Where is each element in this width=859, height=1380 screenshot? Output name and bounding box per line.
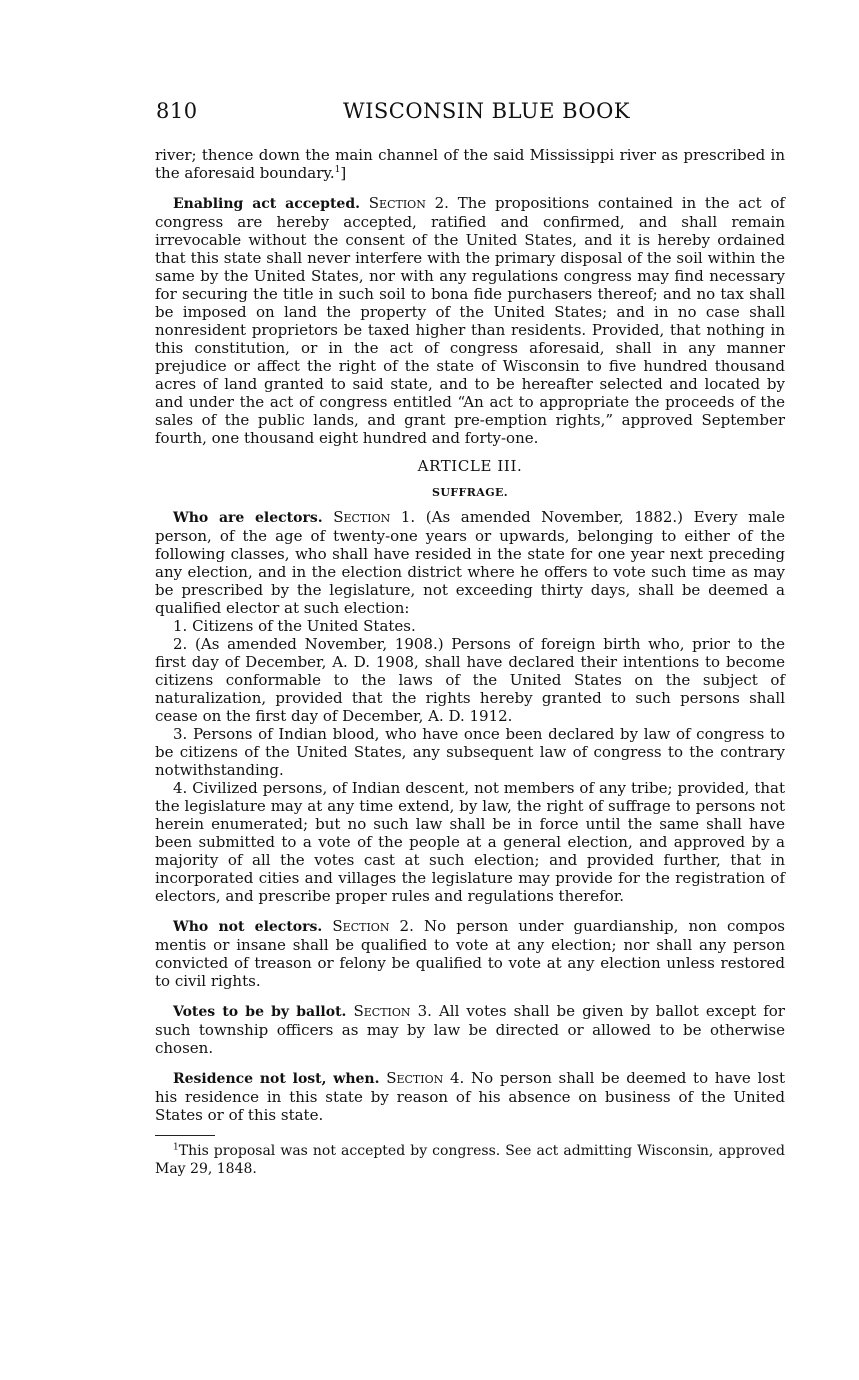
section-who-are-electors [155,508,785,617]
footnote-reference: 1 [334,165,341,175]
section-label: Section 2. [332,917,414,935]
elector-class-item: 3. Persons of Indian blood, who have once been declared by law of congress to be citizens of the United States, any subsequent law of congress to the contrary notwithstanding. [155,725,785,779]
elector-class-item: 1. Citizens of the United States. [173,617,416,635]
section-who-not-electors [155,917,785,990]
section-heading: Residence not lost, when. [173,1071,380,1087]
article-subtitle: SUFFRAGE. [431,486,509,499]
section-text: All votes shall be given by ballot except for such township officers as may by law be directed or allowed to be otherwise chosen. [155,1002,785,1057]
page-number: 810 [156,99,198,123]
section-heading: Who not electors. [173,919,323,935]
section-heading: Enabling act accepted. [173,196,360,212]
section-label: Section 4. [386,1069,465,1087]
section-text: The propositions contained in the act of congress are hereby accepted, ratified and confirmed, and shall remain irrevocable without the consent of the United States, and it is hereby ordained that this state shall never interfere with the primary disposal of the soil within the same by the United States, nor with any regulations congress may find necessary for securing the title in such soil to bona fide purchasers thereof; and no tax shall be imposed on land the property of the United States; and in no case shall nonresident proprietors be taxed higher than residents. Provided, that nothing in this constitution, or in the act of congress aforesaid, shall in any manner prejudice or affect the right of the state of Wisconsin to five hundred thousand acres of land granted to said state, and to be hereafter selected and located by and under the act of congress entitled “An act to appropriate the proceeds of the sales of the public lands, and grant pre-emption rights,” approved September fourth, one thousand eight hundred and forty-one. [155,194,785,447]
section-text: (As amended November, 1882.) Every male person, of the age of twenty-one years or upwards, belonging to either of the following classes, who shall have resided in the state for one year next preceding any election, and in the election district where he offers to vote such time as may be prescribed by the legislature, not exceeding thirty days, shall be deemed a qualified elector at such election: [155,508,786,617]
footnote-divider [155,1135,215,1136]
section-heading: Who are electors. [173,510,323,526]
section-residence-not-lost [155,1069,785,1124]
continuation-text: river; thence down the main channel of the said Mississippi river as prescribed in the aforesaid boundary. [155,146,785,182]
continuation-paragraph [155,146,785,182]
section-votes-by-ballot [155,1002,785,1057]
section-enabling-act [155,194,785,447]
section-label: Section 2. [368,194,449,212]
section-heading: Votes to be by ballot. [173,1004,347,1020]
section-label: Section 1. [333,508,416,526]
footnote [155,1142,785,1178]
section-text: No person shall be deemed to have lost his residence in this state by reason of his absence on business of the United States or of this state. [155,1069,785,1124]
elector-class-item: 2. (As amended November, 1908.) Persons of foreign birth who, prior to the first day of December, A. D. 1908, shall have declared their intentions to become citizens conformable to the laws of the United States on the subject of naturalization, provided that the rights hereby granted to such persons shall cease on the first day of December, A. D. 1912. [155,635,785,725]
footnote-text: This proposal was not accepted by congress. See act admitting Wisconsin, approved May 29, 1848. [155,1143,785,1177]
elector-class-item: 4. Civilized persons, of Indian descent, not members of any tribe; provided, that the legislature may at any time extend, by law, the right of suffrage to persons not herein enumerated; but no such law shall be in force until the same shall have been submitted to a vote of the people at a general election, and approved by a majority of all the votes cast at such election; and provided further, that in incorporated cities and villages the legislature may provide for the registration of electors, and prescribe proper rules and regulations therefor. [155,779,785,905]
section-text: No person under guardianship, non compos mentis or insane shall be qualified to vote at any election; nor shall any person convicted of treason or felony be qualified to vote at any election unless restored to civil rights. [155,917,785,990]
footnote-marker: 1 [173,1142,179,1153]
page-body [155,146,785,1178]
running-head: WISCONSIN BLUE BOOK [343,99,631,123]
article-title: ARTICLE III. [417,457,523,475]
section-label: Section 3. [353,1002,432,1020]
closing-bracket: ] [340,164,347,182]
